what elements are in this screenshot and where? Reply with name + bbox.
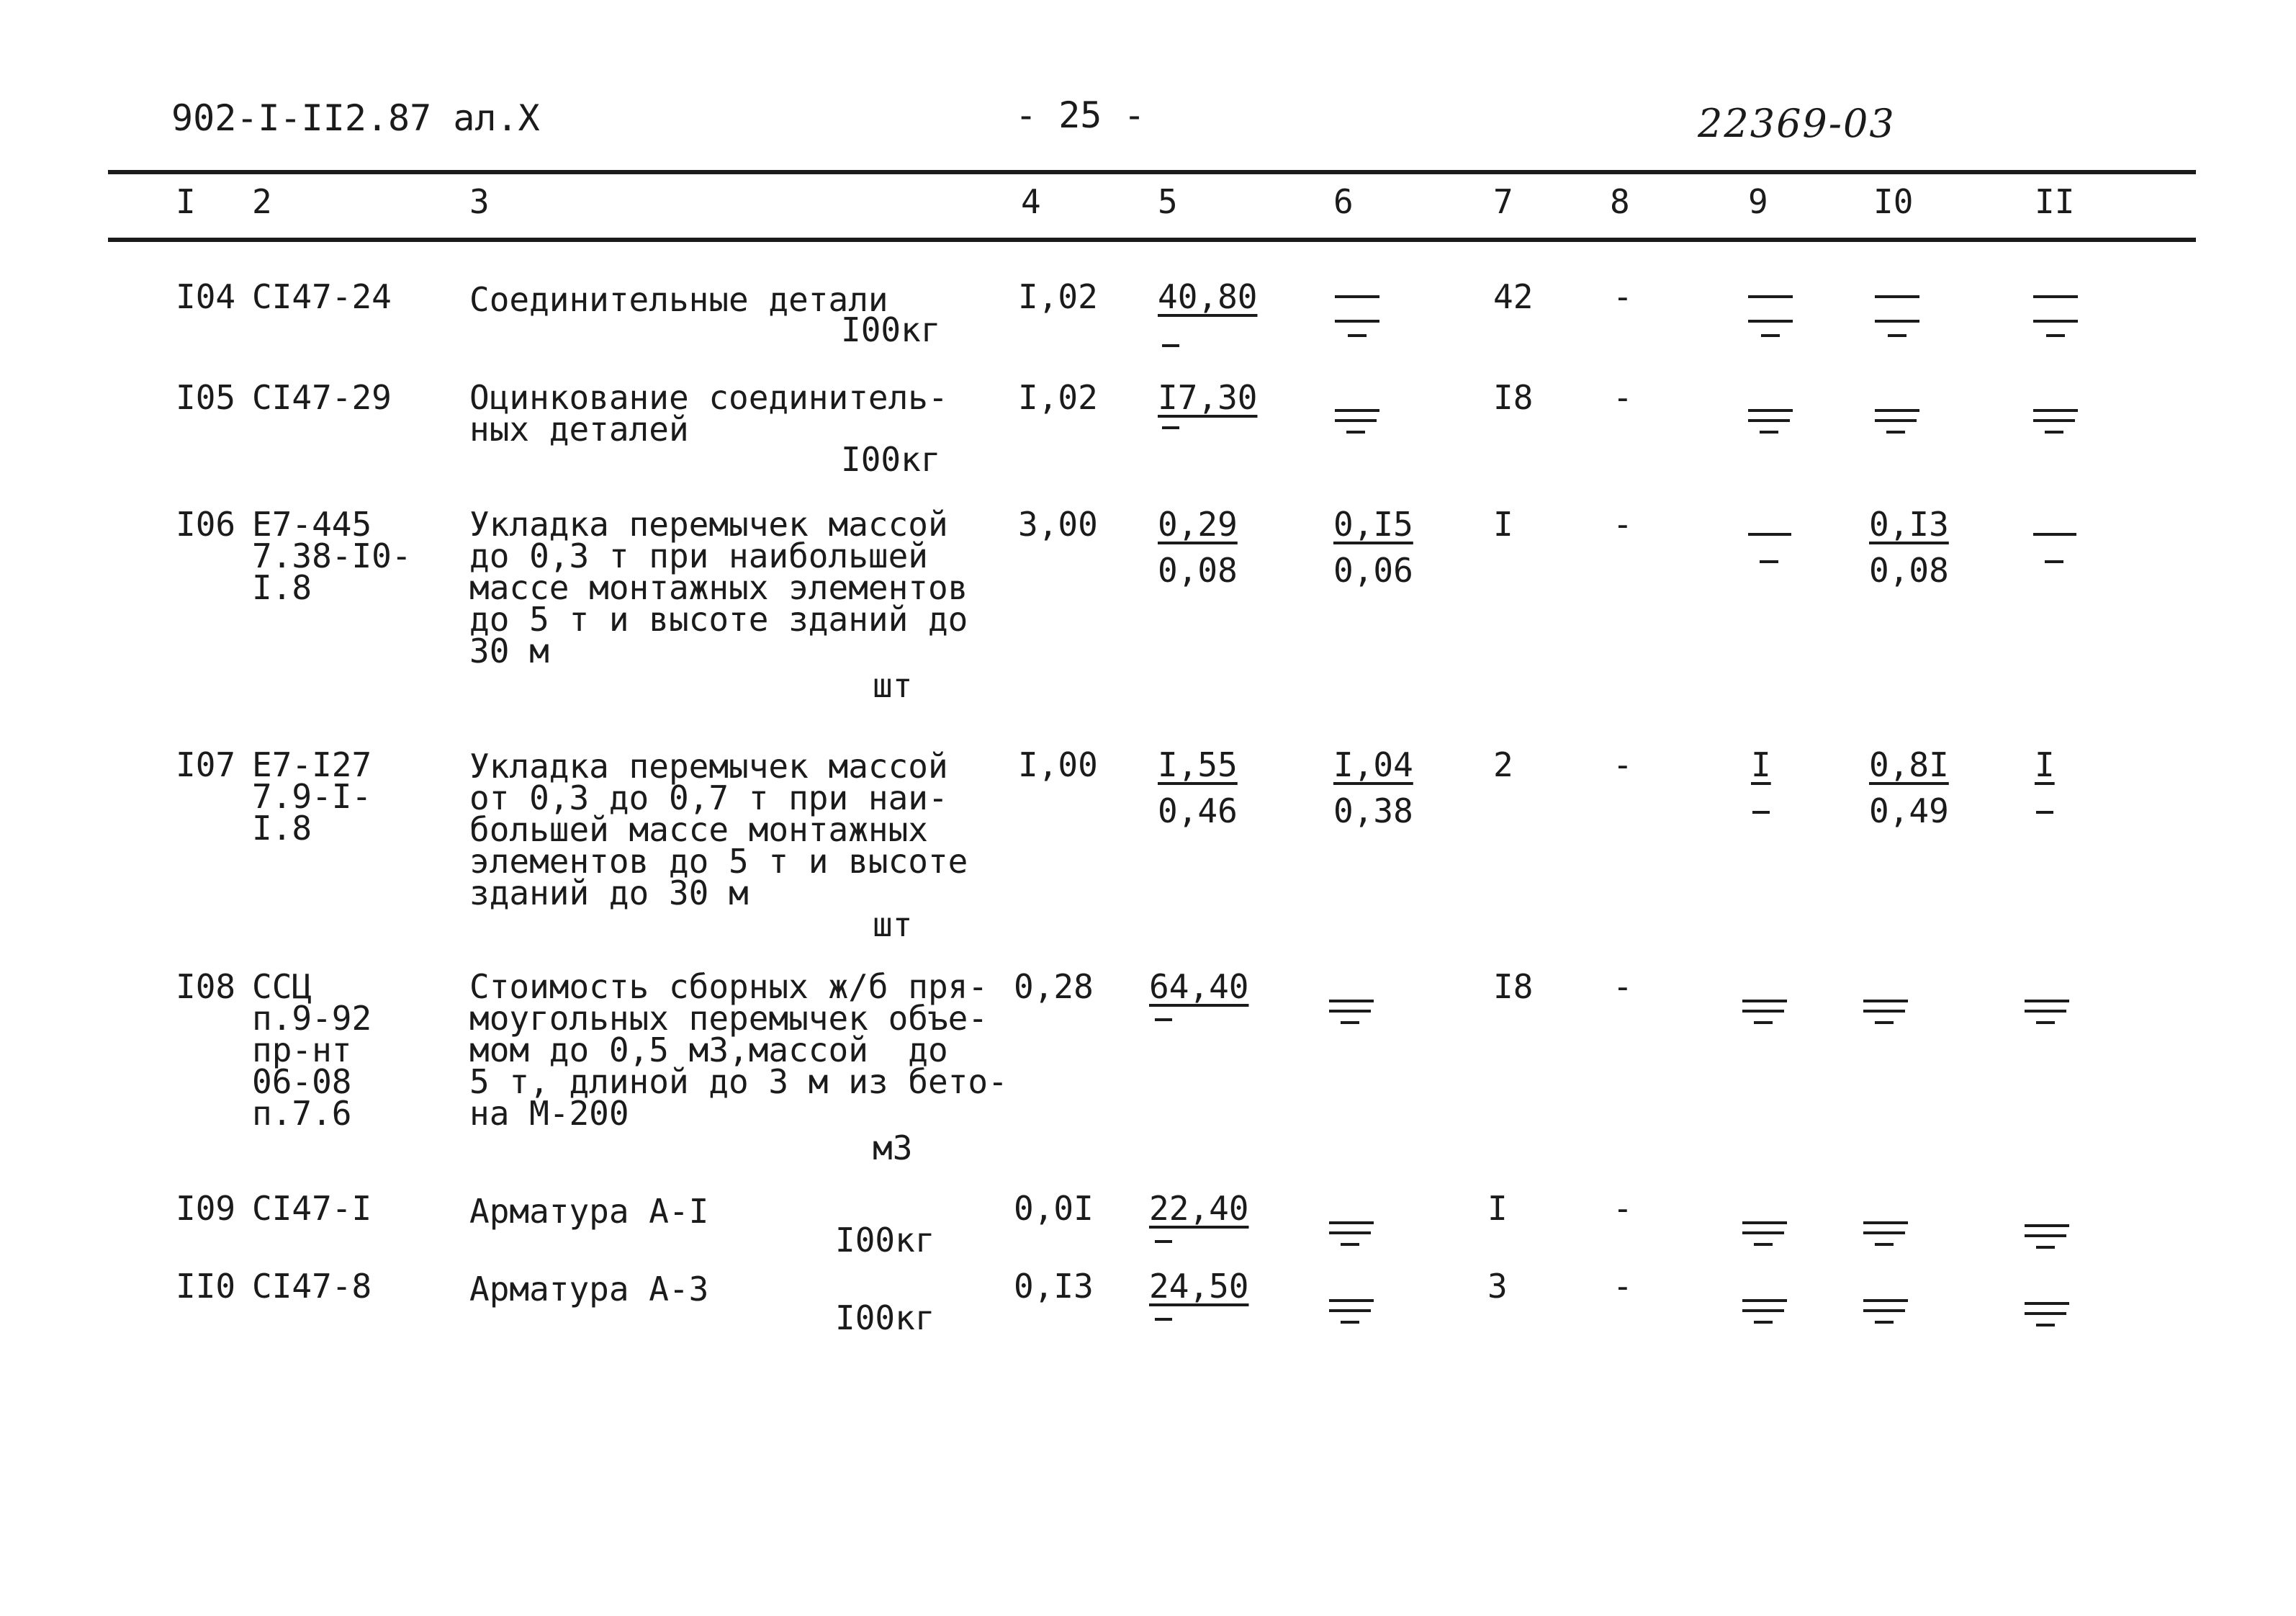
col11-dash-mark <box>2027 508 2099 566</box>
col9-dash <box>1752 811 1770 814</box>
row-unit: I00кг <box>841 440 941 479</box>
page-number: - 25 - <box>1015 94 1145 136</box>
col8-value: - <box>1613 277 1633 316</box>
column-header: 8 <box>1610 182 1630 221</box>
col6-value: 0,I5 <box>1333 505 1413 544</box>
col5-value: I7,30 <box>1158 378 1258 417</box>
row-code: CI47-8 <box>252 1267 372 1306</box>
col5-sub-value: 0,08 <box>1158 551 1238 590</box>
row-quantity: 0,I3 <box>1014 1267 1094 1306</box>
header-bottom-rule <box>108 238 2196 242</box>
col9-dash-mark <box>1742 387 1814 445</box>
row-number: II0 <box>176 1267 236 1306</box>
document-reference: 902-I-II2.87 ал.X <box>171 97 540 139</box>
column-header: 4 <box>1021 182 1041 221</box>
row-quantity: I,00 <box>1018 745 1098 784</box>
col8-value: - <box>1613 378 1633 417</box>
col10-value: 0,8I <box>1869 745 1949 784</box>
row-code: CI47-29 <box>252 378 392 417</box>
col8-value: - <box>1613 505 1633 544</box>
col11-dash-mark <box>2019 978 2091 1036</box>
row-number: I05 <box>176 378 236 417</box>
row-description: Арматура А-3 <box>469 1270 709 1308</box>
row-number: I06 <box>176 505 236 544</box>
row-description: Стоимость сборных ж/б пря- моугольных перемычек объе- мом до 0,5 м3,массой до 5 т, длиной до 3 м из бето- на М-200 <box>469 967 1008 1133</box>
col5-dash <box>1162 426 1179 429</box>
row-unit: шт <box>873 666 913 705</box>
row-code: ССЦ п.9-92 пр-нт 06-08 п.7.6 <box>252 967 372 1133</box>
col6-dash-mark <box>1323 978 1395 1036</box>
col6-value: I,04 <box>1333 745 1413 784</box>
row-unit: шт <box>873 905 913 944</box>
column-header: 9 <box>1748 182 1768 221</box>
col6-dash-mark <box>1323 1278 1395 1335</box>
col7-value: 2 <box>1493 745 1513 784</box>
row-description: Арматура А-I <box>469 1192 709 1231</box>
col10-sub-value: 0,08 <box>1869 551 1949 590</box>
col5-value: I,55 <box>1158 745 1238 784</box>
col5-dash <box>1155 1318 1172 1321</box>
col6-dash-mark <box>1323 1200 1395 1257</box>
row-quantity: 0,0I <box>1014 1189 1094 1228</box>
col5-value: 22,40 <box>1149 1189 1249 1228</box>
col5-dash <box>1162 344 1179 347</box>
col11-dash-mark <box>2027 289 2099 347</box>
top-rule <box>108 170 2196 174</box>
col9-dash-mark <box>1737 978 1809 1036</box>
col5-dash <box>1155 1240 1172 1243</box>
col8-value: - <box>1613 745 1633 784</box>
col7-value: 42 <box>1493 277 1534 316</box>
row-unit: I00кг <box>835 1221 935 1260</box>
row-quantity: 3,00 <box>1018 505 1098 544</box>
col5-sub-value: 0,46 <box>1158 791 1238 830</box>
row-description: Укладка перемычек массой от 0,3 до 0,7 т при наи- большей массе монтажных элементов до 5 т и высоте зданий до 30 м <box>469 747 968 912</box>
document-code: 22369-03 <box>1698 101 1896 146</box>
row-quantity: 0,28 <box>1014 967 1094 1006</box>
row-number: I04 <box>176 277 236 316</box>
col11-value: I <box>2035 745 2055 784</box>
col6-dash-mark <box>1329 289 1401 347</box>
col6-sub-value: 0,06 <box>1333 551 1413 590</box>
col5-value: 40,80 <box>1158 277 1258 316</box>
col11-dash-mark <box>2019 1280 2091 1338</box>
row-quantity: I,02 <box>1018 277 1098 316</box>
col5-value: 24,50 <box>1149 1267 1249 1306</box>
col9-dash-mark <box>1737 1200 1809 1257</box>
row-code: CI47-I <box>252 1189 372 1228</box>
col10-sub-value: 0,49 <box>1869 791 1949 830</box>
col10-dash-mark <box>1869 289 1941 347</box>
col11-dash <box>2036 811 2053 814</box>
col7-value: I <box>1493 505 1513 544</box>
col5-value: 0,29 <box>1158 505 1238 544</box>
col5-value: 64,40 <box>1149 967 1249 1006</box>
row-unit: I00кг <box>841 310 941 349</box>
column-header: 3 <box>469 182 490 221</box>
row-description: Укладка перемычек массой до 0,3 т при наибольшей массе монтажных элементов до 5 т и высоте зданий до 30 м <box>469 505 968 670</box>
col7-value: 3 <box>1487 1267 1508 1306</box>
row-unit: м3 <box>873 1128 913 1167</box>
col9-dash-mark <box>1737 1278 1809 1335</box>
column-header: 5 <box>1158 182 1178 221</box>
col8-value: - <box>1613 1267 1633 1306</box>
column-header: I <box>176 182 196 221</box>
col7-value: I <box>1487 1189 1508 1228</box>
col10-dash-mark <box>1858 1200 1930 1257</box>
col9-dash-mark <box>1742 289 1814 347</box>
row-description: Соединительные детали <box>469 280 888 319</box>
col10-dash-mark <box>1858 1278 1930 1335</box>
row-code: E7-I27 7.9-I- I.8 <box>252 745 372 848</box>
col9-dash-mark <box>1742 508 1814 566</box>
column-header: I0 <box>1873 182 1914 221</box>
col9-value: I <box>1751 745 1771 784</box>
row-code: CI47-24 <box>252 277 392 316</box>
col7-value: I8 <box>1493 378 1534 417</box>
col10-value: 0,I3 <box>1869 505 1949 544</box>
column-header: 6 <box>1333 182 1354 221</box>
column-header: 2 <box>252 182 272 221</box>
row-description: Оцинкование соединитель- ных деталей <box>469 378 948 449</box>
col6-sub-value: 0,38 <box>1333 791 1413 830</box>
col11-dash-mark <box>2019 1203 2091 1260</box>
row-number: I08 <box>176 967 236 1006</box>
column-header: II <box>2035 182 2075 221</box>
row-number: I07 <box>176 745 236 784</box>
col8-value: - <box>1613 967 1633 1006</box>
col5-dash <box>1155 1018 1172 1021</box>
row-unit: I00кг <box>835 1298 935 1337</box>
col10-dash-mark <box>1858 978 1930 1036</box>
col6-dash-mark <box>1329 387 1401 445</box>
column-header: 7 <box>1493 182 1513 221</box>
col11-dash-mark <box>2027 387 2099 445</box>
row-quantity: I,02 <box>1018 378 1098 417</box>
row-number: I09 <box>176 1189 236 1228</box>
row-code: E7-445 7.38-I0- I.8 <box>252 505 412 607</box>
col7-value: I8 <box>1493 967 1534 1006</box>
col8-value: - <box>1613 1189 1633 1228</box>
col10-dash-mark <box>1869 387 1941 445</box>
